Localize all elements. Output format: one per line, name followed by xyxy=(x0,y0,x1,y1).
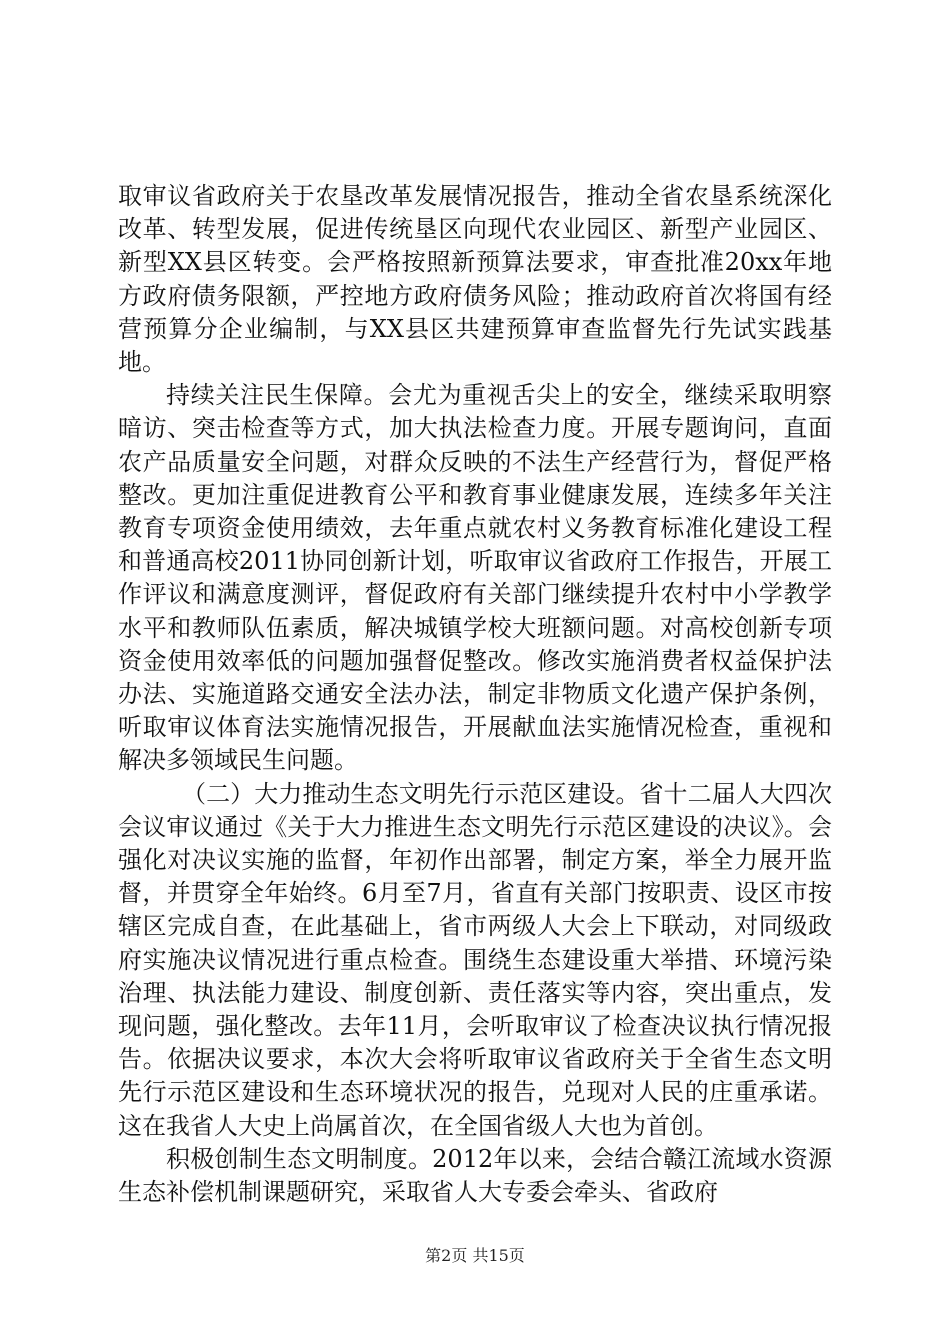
paragraph-continuation: 取审议省政府关于农垦改革发展情况报告，推动全省农垦系统深化改革、转型发展，促进传统垦区向现代农业园区、新型产业园区、新型XX县区转变。会严格按照新预算法要求，审查批准20xx年地方政府债务限额，严控地方政府债务风险；推动政府首次将国有经营预算分企业编制，与XX县区共建预算审查监督先行先试实践基地。 xyxy=(118,182,832,377)
document-body xyxy=(118,180,832,1209)
paragraph-livelihood: 持续关注民生保障。会尤为重视舌尖上的安全，继续采取明察暗访、突击检查等方式，加大执法检查力度。开展专题询问，直面农产品质量安全问题，对群众反映的不法生产经营行为，督促严格整改。更加注重促进教育公平和教育事业健康发展，连续多年关注教育专项资金使用绩效，去年重点就农村义务教育标准化建设工程和普通高校2011协同创新计划，听取审议省政府工作报告，开展工作评议和满意度测评，督促政府有关部门继续提升农村中小学教学水平和教师队伍素质，解决城镇学校大班额问题。对高校创新专项资金使用效率低的问题加强督促整改。修改实施消费者权益保护法办法、实施道路交通安全法办法，制定非物质文化遗产保护条例，听取审议体育法实施情况报告，开展献血法实施情况检查，重视和解决多领域民生问题。 xyxy=(118,381,832,775)
paragraph-ecology-section: （二）大力推动生态文明先行示范区建设。省十二届人大四次会议审议通过《关于大力推进生态文明先行示范区建设的决议》。会强化对决议实施的监督，年初作出部署，制定方案，举全力展开监督，并贯穿全年始终。6月至7月，省直有关部门按职责、设区市按辖区完成自查，在此基础上，省市两级人大会上下联动，对同级政府实施决议情况进行重点检查。围绕生态建设重大举措、环境污染治理、执法能力建设、制度创新、责任落实等内容，突出重点，发现问题，强化整改。去年11月，会听取审议了检查决议执行情况报告。依据决议要求，本次大会将听取审议省政府关于全省生态文明先行示范区建设和生态环境状况的报告，兑现对人民的庄重承诺。这在我省人大史上尚属首次，在全国省级人大也为首创。 xyxy=(118,779,832,1140)
page-number-footer: 第2页 共15页 xyxy=(425,1246,525,1265)
paragraph-ecology-system: 积极创制生态文明制度。2012年以来，会结合赣江流域水资源生态补偿机制课题研究，采取省人大专委会牵头、省政府 xyxy=(118,1144,832,1207)
